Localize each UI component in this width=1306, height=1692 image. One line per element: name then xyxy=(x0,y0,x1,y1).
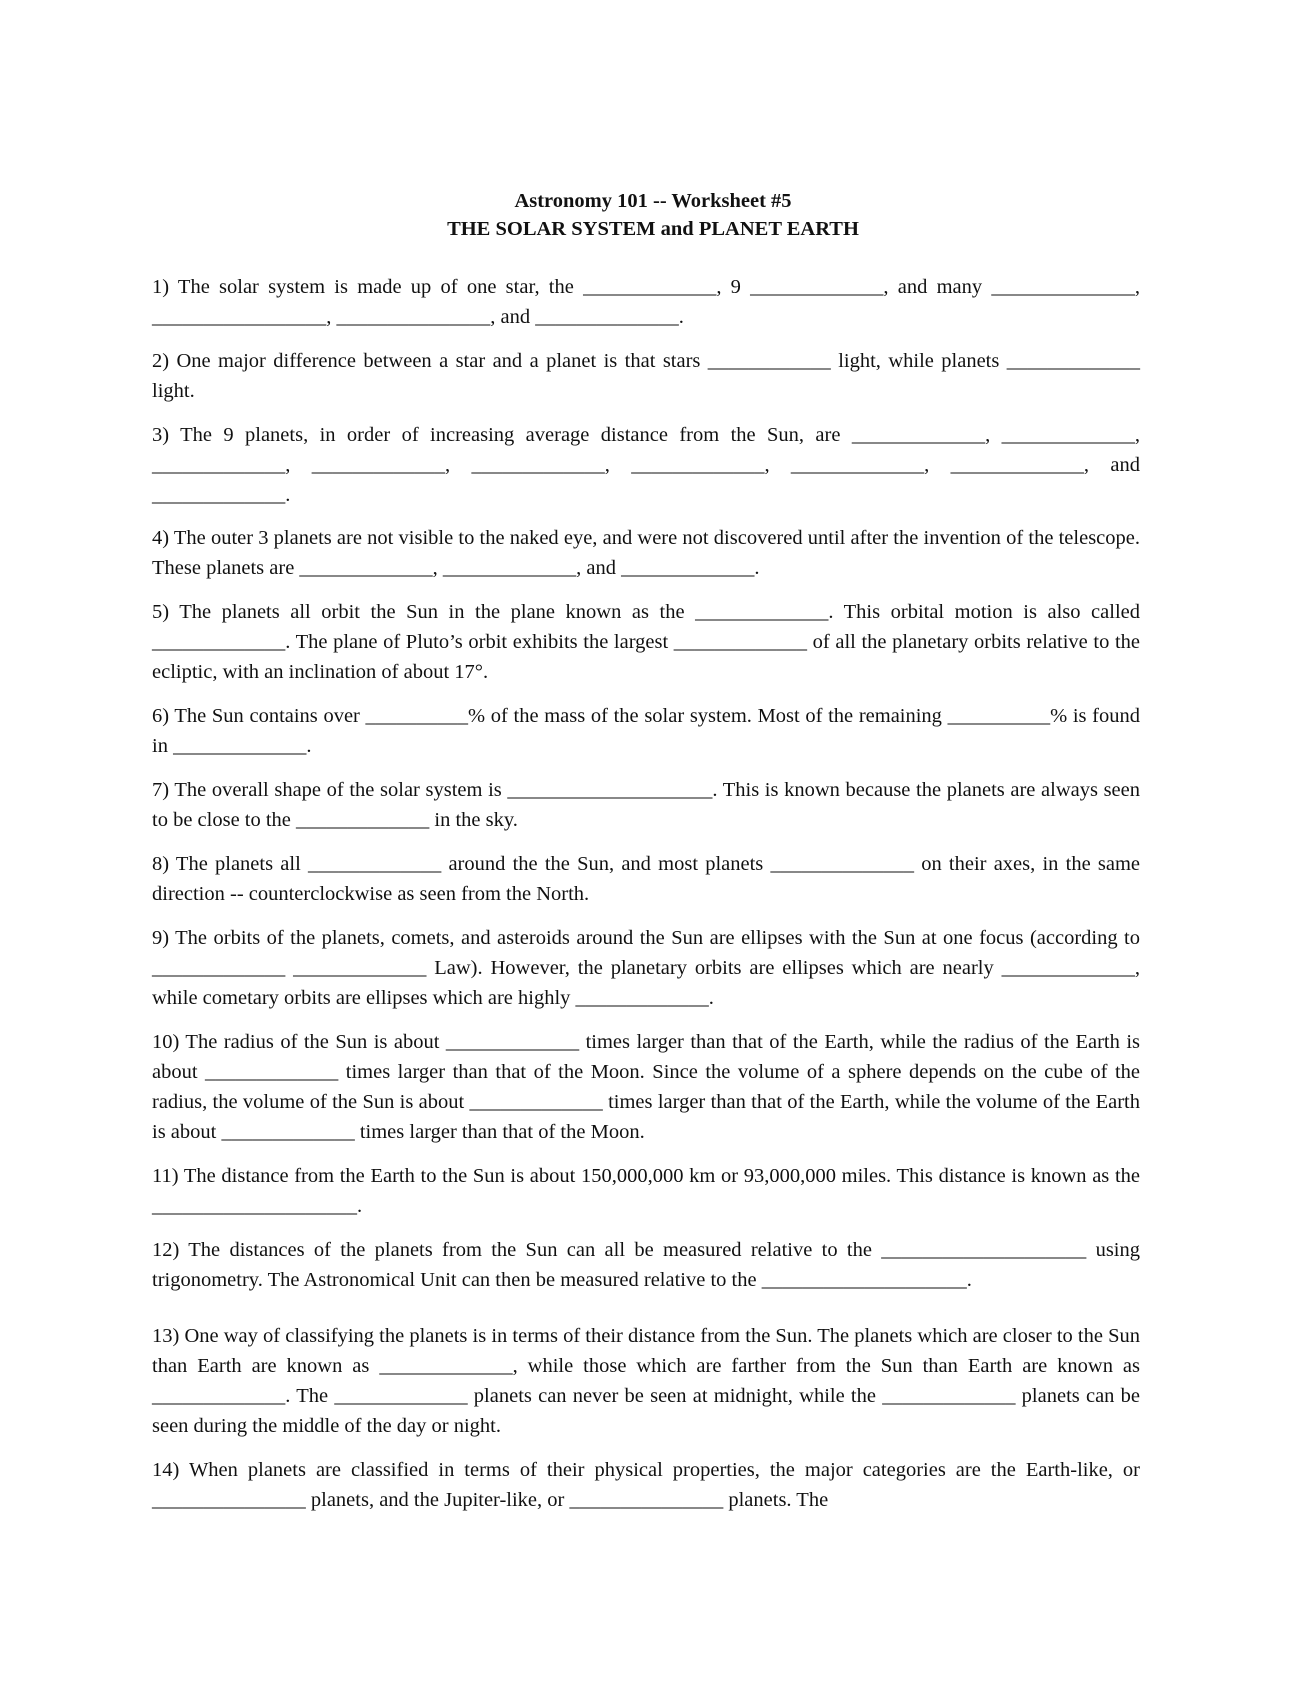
question-13: 13) One way of classifying the planets is in terms of their distance from the Sun. The planets which are closer to the Sun than Earth are known as _____________, while those which are farther from the Sun than Earth are known as _____________. The _____________ planets can never be seen at midnight, while the _____________ planets can be seen during the middle of the day or night. xyxy=(152,1325,1140,1437)
question-4: 4) The outer 3 planets are not visible to the naked eye, and were not discovered until after the invention of the telescope. These planets are _____________, _____________, and _____________. xyxy=(152,527,1140,579)
question-6: 6) The Sun contains over __________% of the mass of the solar system. Most of the remaining __________% is found in _____________. xyxy=(152,705,1140,757)
question-10: 10) The radius of the Sun is about _____________ times larger than that of the Earth, while the radius of the Earth is about _____________ times larger than that of the Moon. Since the volume of a sphere depends on the cube of the radius, the volume of the Sun is about _____________ times larger than that of the Earth, while the volume of the Earth is about _____________ times larger than that of the Moon. xyxy=(152,1031,1140,1143)
question-1: 1) The solar system is made up of one star, the _____________, 9 _____________, and many ______________, _________________, _______________, and ______________. xyxy=(152,276,1140,328)
worksheet-subtitle: THE SOLAR SYSTEM and PLANET EARTH xyxy=(447,218,859,240)
course-title: Astronomy 101 -- Worksheet #5 xyxy=(514,190,792,212)
question-8: 8) The planets all _____________ around the the Sun, and most planets ______________ on their axes, in the same direction -- counterclockwise as seen from the North. xyxy=(152,853,1140,905)
question-14: 14) When planets are classified in terms of their physical properties, the major categories are the Earth-like, or _______________ planets, and the Jupiter-like, or _______________ planets. The xyxy=(152,1459,1140,1511)
question-list xyxy=(152,272,1140,1529)
question-5: 5) The planets all orbit the Sun in the plane known as the _____________. This orbital motion is also called _____________. The plane of Pluto’s orbit exhibits the largest _____________ of all the planetary orbits relative to the ecliptic, with an inclination of about 17°. xyxy=(152,601,1140,683)
question-2: 2) One major difference between a star and a planet is that stars ____________ light, while planets _____________ light. xyxy=(152,350,1140,402)
question-3: 3) The 9 planets, in order of increasing average distance from the Sun, are _____________, _____________, _____________, _____________, _____________, _____________, _____________, _____________, and _____________. xyxy=(152,424,1140,506)
worksheet-header xyxy=(0,187,1306,243)
question-11: 11) The distance from the Earth to the Sun is about 150,000,000 km or 93,000,000 miles. This distance is known as the ____________________. xyxy=(152,1165,1140,1217)
question-7: 7) The overall shape of the solar system is ____________________. This is known because the planets are always seen to be close to the _____________ in the sky. xyxy=(152,779,1140,831)
question-12: 12) The distances of the planets from the Sun can all be measured relative to the ____________________ using trigonometry. The Astronomical Unit can then be measured relative to the ____________________. xyxy=(152,1239,1140,1291)
question-9: 9) The orbits of the planets, comets, and asteroids around the Sun are ellipses with the Sun at one focus (according to _____________ _____________ Law). However, the planetary orbits are ellipses which are nearly _____________, while cometary orbits are ellipses which are highly _____________. xyxy=(152,927,1140,1009)
